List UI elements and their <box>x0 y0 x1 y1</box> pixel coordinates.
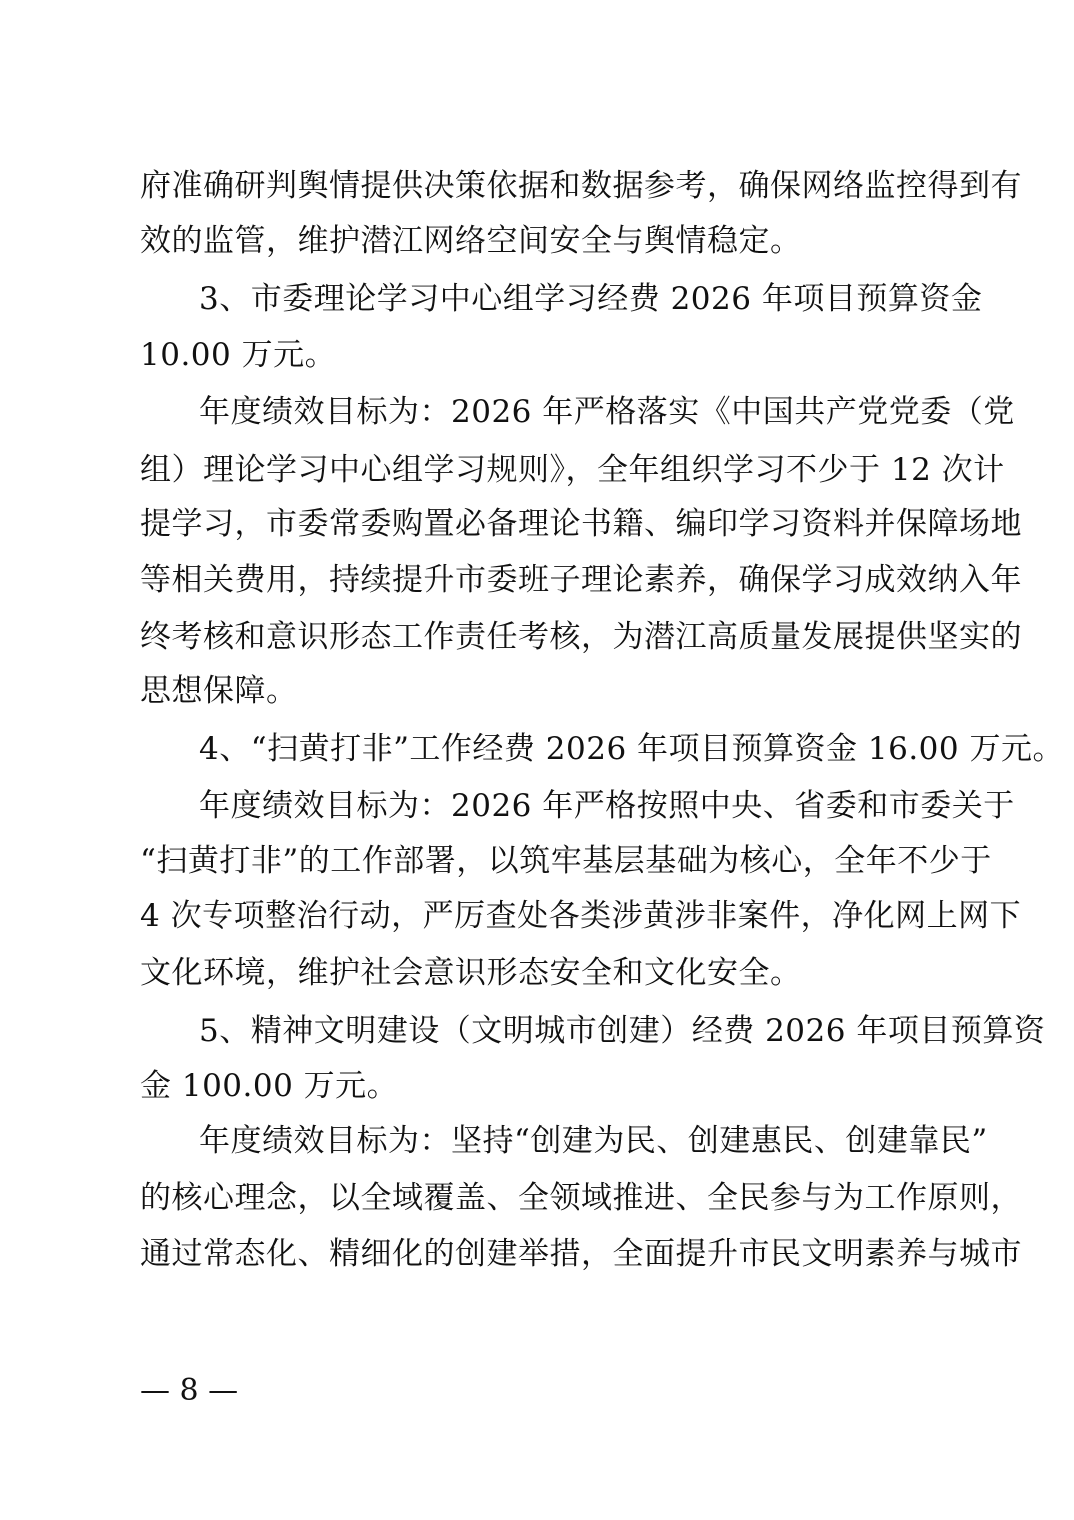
text-line-3: 3、市委理论学习中心组学习经费 2026 年项目预算资金 <box>199 281 983 317</box>
text-line-16: 5、精神文明建设（文明城市创建）经费 2026 年项目预算资 <box>199 1013 1046 1049</box>
text-line-8: 等相关费用，持续提升市委班子理论素养，确保学习成效纳入年 <box>140 562 1022 598</box>
text-line-13: “扫黄打非”的工作部署，以筑牢基层基础为核心，全年不少于 <box>140 843 992 879</box>
text-line-1: 府准确研判舆情提供决策依据和数据参考，确保网络监控得到有 <box>140 168 1022 204</box>
text-line-7: 提学习，市委常委购置必备理论书籍、编印学习资料并保障场地 <box>140 506 1022 542</box>
text-line-9: 终考核和意识形态工作责任考核，为潜江高质量发展提供坚实的 <box>140 619 1022 655</box>
text-line-20: 通过常态化、精细化的创建举措，全面提升市民文明素养与城市 <box>140 1236 1022 1272</box>
text-line-19: 的核心理念，以全域覆盖、全领域推进、全民参与为工作原则， <box>140 1180 1022 1216</box>
text-line-10: 思想保障。 <box>140 673 298 709</box>
text-line-11: 4、“扫黄打非”工作经费 2026 年项目预算资金 16.00 万元。 <box>199 731 1064 767</box>
text-line-17: 金 100.00 万元。 <box>140 1068 399 1104</box>
text-line-14: 4 次专项整治行动，严厉查处各类涉黄涉非案件，净化网上网下 <box>140 898 1022 934</box>
text-line-6: 组）理论学习中心组学习规则》，全年组织学习不少于 12 次计 <box>140 452 1005 488</box>
text-line-2: 效的监管，维护潜江网络空间安全与舆情稳定。 <box>140 223 802 259</box>
text-line-4: 10.00 万元。 <box>140 337 337 373</box>
page-number: — 8 — <box>140 1373 239 1408</box>
text-line-5: 年度绩效目标为：2026 年严格落实《中国共产党党委（党 <box>199 394 1015 430</box>
text-line-12: 年度绩效目标为：2026 年严格按照中央、省委和市委关于 <box>199 788 1015 824</box>
text-line-18: 年度绩效目标为：坚持“创建为民、创建惠民、创建靠民” <box>199 1123 988 1159</box>
text-line-15: 文化环境，维护社会意识形态安全和文化安全。 <box>140 955 802 991</box>
